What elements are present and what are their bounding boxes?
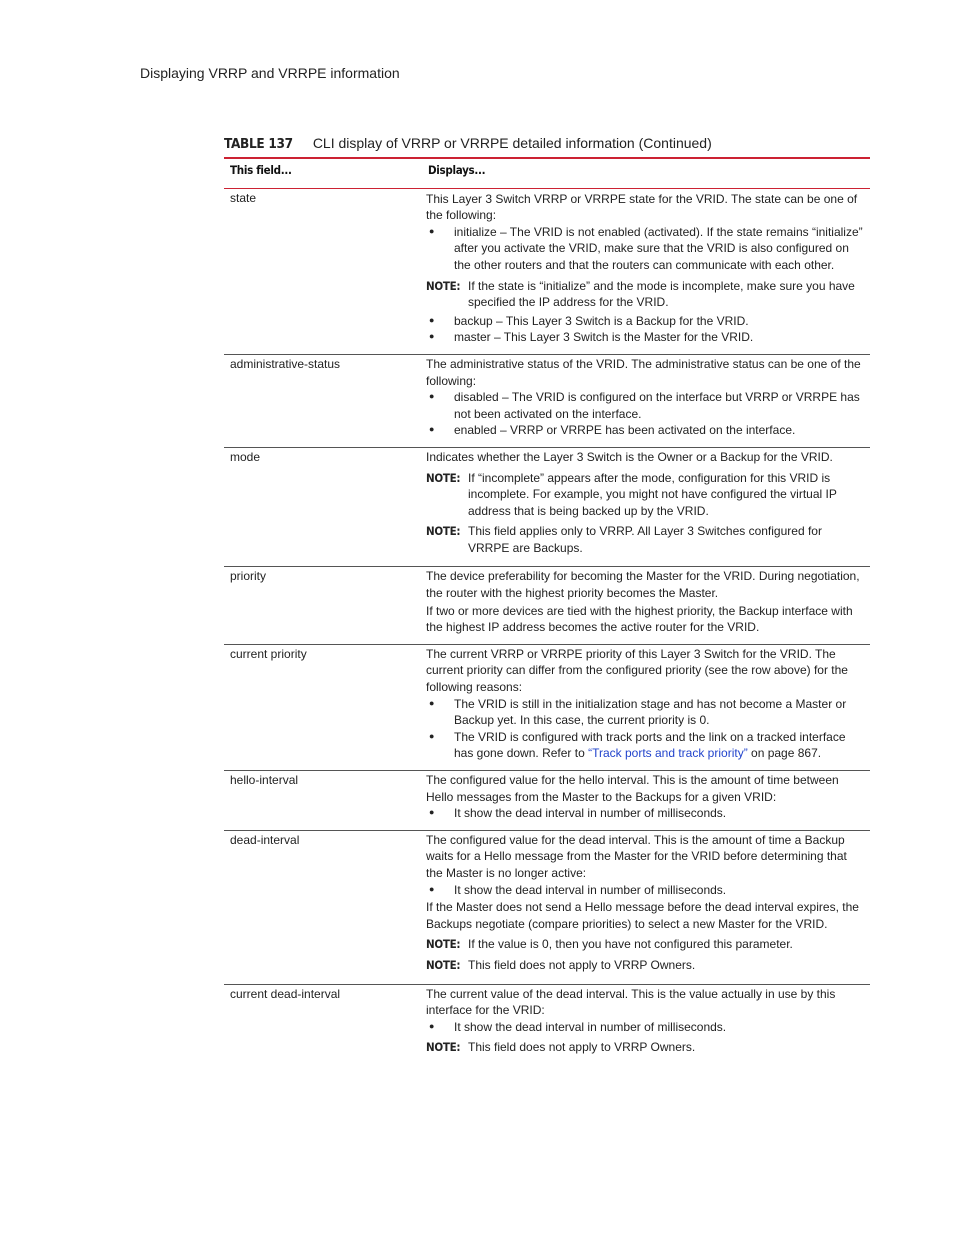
field-name: administrative-status bbox=[224, 354, 422, 447]
table-number: TABLE 137 bbox=[224, 136, 293, 152]
field-description bbox=[422, 984, 870, 1066]
bullet-list bbox=[426, 805, 864, 822]
bullet-item: ● It show the dead interval in number of milliseconds. bbox=[426, 1019, 864, 1036]
bullet-list bbox=[426, 313, 864, 346]
note-label: NOTE: bbox=[426, 1040, 461, 1055]
bullet-list bbox=[426, 882, 864, 899]
note-label: NOTE: bbox=[426, 957, 461, 972]
description-text: The configured value for the dead interval. This is the amount of time a Backup waits for a Hello message from the Master for the VRID before determining that the Master is no longer active: bbox=[426, 832, 847, 880]
note bbox=[426, 278, 864, 311]
bullet-item: ● It show the dead interval in number of milliseconds. bbox=[426, 882, 864, 899]
table-row-administrative-status bbox=[224, 354, 870, 447]
description-text: The device preferability for becoming the Master for the VRID. During negotiation, the router with the highest priority becomes the Master. bbox=[426, 569, 860, 601]
bullet-item: ● disabled – The VRID is configured on the interface but VRRP or VRRPE has not been activated on the interface. bbox=[426, 389, 864, 422]
field-name: priority bbox=[224, 567, 422, 644]
description-text: The configured value for the hello interval. This is the amount of time between Hello messages from the Master to the Backups for a given VRID: bbox=[426, 773, 839, 804]
cross-reference-link[interactable]: “Track ports and track priority” bbox=[588, 746, 748, 761]
note-text: If “incomplete” appears after the mode, configuration for this VRID is incomplete. For example, you might not have configured the virtual IP address that is being backed up by the VRID. bbox=[468, 470, 837, 518]
table-row-priority bbox=[224, 567, 870, 644]
field-name: current priority bbox=[224, 644, 422, 770]
field-description bbox=[422, 771, 870, 831]
note-text: This field applies only to VRRP. All Layer 3 Switches configured for VRRPE are Backups. bbox=[468, 524, 822, 555]
note-label: NOTE: bbox=[426, 470, 461, 485]
description-text: Indicates whether the Layer 3 Switch is the Owner or a Backup for the VRID. bbox=[426, 449, 833, 464]
bullet-list bbox=[426, 696, 864, 762]
bullet-text: on page 867. bbox=[747, 746, 822, 761]
bullet-item: ● master – This Layer 3 Switch is the Master for the VRID. bbox=[426, 329, 864, 346]
note bbox=[426, 470, 864, 520]
bullet-item: ● backup – This Layer 3 Switch is a Backup for the VRID. bbox=[426, 313, 864, 330]
bullet-item: ● initialize – The VRID is not enabled (activated). If the state remains “initialize” after you activate the VRID, make sure that the VRID is also configured on the other routers and that the routers can communicate with each other. bbox=[426, 224, 864, 274]
table-row-state bbox=[224, 188, 870, 354]
table-row-current-priority bbox=[224, 644, 870, 770]
table-row-current-dead-interval bbox=[224, 984, 870, 1066]
description-text: The administrative status of the VRID. The administrative status can be one of the following: bbox=[426, 356, 861, 388]
bullet-list bbox=[426, 1019, 864, 1036]
column-header-displays: Displays... bbox=[422, 159, 870, 188]
vrrp-detail-table bbox=[224, 159, 870, 1066]
field-name: hello-interval bbox=[224, 771, 422, 831]
field-name: dead-interval bbox=[224, 830, 422, 984]
table-header-row bbox=[224, 159, 870, 188]
note-label: NOTE: bbox=[426, 278, 461, 293]
field-description bbox=[422, 354, 870, 447]
bullet-item: ● It show the dead interval in number of milliseconds. bbox=[426, 805, 864, 822]
field-name: current dead-interval bbox=[230, 986, 341, 1001]
description-text: The current value of the dead interval. This is the value actually in use by this interface for the VRID: bbox=[426, 986, 836, 1018]
field-description bbox=[422, 188, 870, 354]
note bbox=[426, 1039, 864, 1056]
field-description bbox=[422, 830, 870, 984]
bullet-list bbox=[426, 224, 864, 274]
note bbox=[426, 957, 864, 974]
note-text: This field does not apply to VRRP Owners. bbox=[468, 1040, 696, 1055]
note-text: If the state is “initialize” and the mode is incomplete, make sure you have specified the IP address for the VRID. bbox=[468, 278, 855, 310]
field-description bbox=[422, 644, 870, 770]
table-row-dead-interval bbox=[224, 830, 870, 984]
note-text: If the value is 0, then you have not configured this parameter. bbox=[468, 937, 793, 952]
note bbox=[426, 936, 864, 953]
description-text: This Layer 3 Switch VRRP or VRRPE state for the VRID. The state can be one of the following: bbox=[426, 191, 858, 223]
table-caption bbox=[224, 135, 712, 152]
bullet-item: ● The VRID is still in the initialization stage and has not become a Master or Backup yet. In this case, the current priority is 0. bbox=[426, 696, 864, 729]
table-row-hello-interval bbox=[224, 771, 870, 831]
bullet-text: The VRID is configured with track ports and the link on a tracked interface has gone down. Refer to bbox=[454, 729, 846, 761]
field-name: mode bbox=[224, 447, 422, 567]
table-row-mode bbox=[224, 447, 870, 567]
column-header-field: This field... bbox=[224, 159, 422, 188]
bullet-item: ● enabled – VRRP or VRRPE has been activated on the interface. bbox=[426, 422, 864, 439]
running-header: Displaying VRRP and VRRPE information bbox=[140, 65, 400, 81]
note-text: This field does not apply to VRRP Owners. bbox=[468, 957, 696, 972]
bullet-list bbox=[426, 389, 864, 439]
note-label: NOTE: bbox=[426, 937, 461, 952]
field-description bbox=[422, 447, 870, 567]
description-text: The current VRRP or VRRPE priority of this Layer 3 Switch for the VRID. The current priority can differ from the configured priority (see the row above) for the following reasons: bbox=[426, 646, 848, 695]
table-caption-text: CLI display of VRRP or VRRPE detailed information (Continued) bbox=[312, 135, 712, 151]
description-text: If two or more devices are tied with the highest priority, the Backup interface with the highest IP address becomes the active router for the VRID. bbox=[426, 603, 853, 635]
note-label: NOTE: bbox=[426, 524, 461, 539]
description-text: If the Master does not send a Hello message before the dead interval expires, the Backups negotiate (compare priorities) to select a new Master for the VRID. bbox=[426, 900, 859, 931]
bullet-item bbox=[426, 729, 864, 762]
field-description bbox=[422, 567, 870, 644]
field-name: state bbox=[224, 188, 422, 354]
note bbox=[426, 523, 864, 556]
